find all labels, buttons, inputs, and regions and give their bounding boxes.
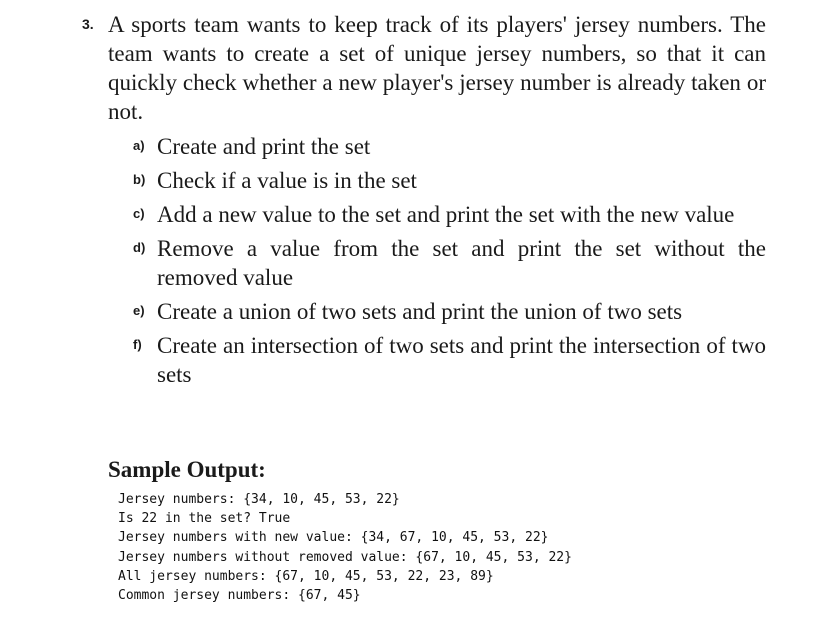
task-text: Add a new value to the set and print the set with the new value (157, 202, 735, 227)
task-item-a (133, 132, 766, 161)
output-line: Jersey numbers with new value: {34, 67, 10, 45, 53, 22} (118, 530, 549, 546)
question-intro (82, 10, 766, 126)
task-text: Create and print the set (157, 134, 371, 159)
question-text: A sports team wants to keep track of its players' jersey numbers. The team wants to create a set of unique jersey numbers, so that it can quickly check whether a new player's jersey number is already taken or not. (108, 12, 766, 124)
task-label: b) (133, 172, 146, 187)
output-line: Jersey numbers without removed value: {67, 10, 45, 53, 22} (118, 549, 572, 565)
sample-output-block (108, 456, 748, 605)
task-text: Remove a value from the set and print the set without the removed value (157, 236, 766, 290)
task-item-b (133, 166, 766, 195)
task-label: c) (133, 206, 145, 221)
task-label: f) (133, 337, 142, 352)
task-item-f (133, 331, 766, 389)
sample-output-heading: Sample Output: (108, 457, 266, 482)
task-item-c (133, 200, 766, 229)
output-line: All jersey numbers: {67, 10, 45, 53, 22, 23, 89} (118, 568, 494, 584)
task-text: Create an intersection of two sets and print the intersection of two sets (157, 333, 766, 387)
task-text: Create a union of two sets and print the union of two sets (157, 299, 683, 324)
task-label: a) (133, 138, 145, 153)
task-text: Check if a value is in the set (157, 168, 417, 193)
sample-output-code (118, 490, 748, 605)
output-line: Jersey numbers: {34, 10, 45, 53, 22} (118, 492, 400, 507)
question-number: 3. (82, 16, 94, 32)
output-line: Is 22 in the set? True (118, 511, 291, 527)
task-label: e) (133, 303, 145, 318)
task-item-e (133, 297, 766, 326)
task-list (82, 132, 766, 389)
question-block (82, 10, 766, 394)
output-line: Common jersey numbers: {67, 45} (118, 588, 361, 604)
task-label: d) (133, 240, 146, 255)
task-item-d (133, 234, 766, 292)
